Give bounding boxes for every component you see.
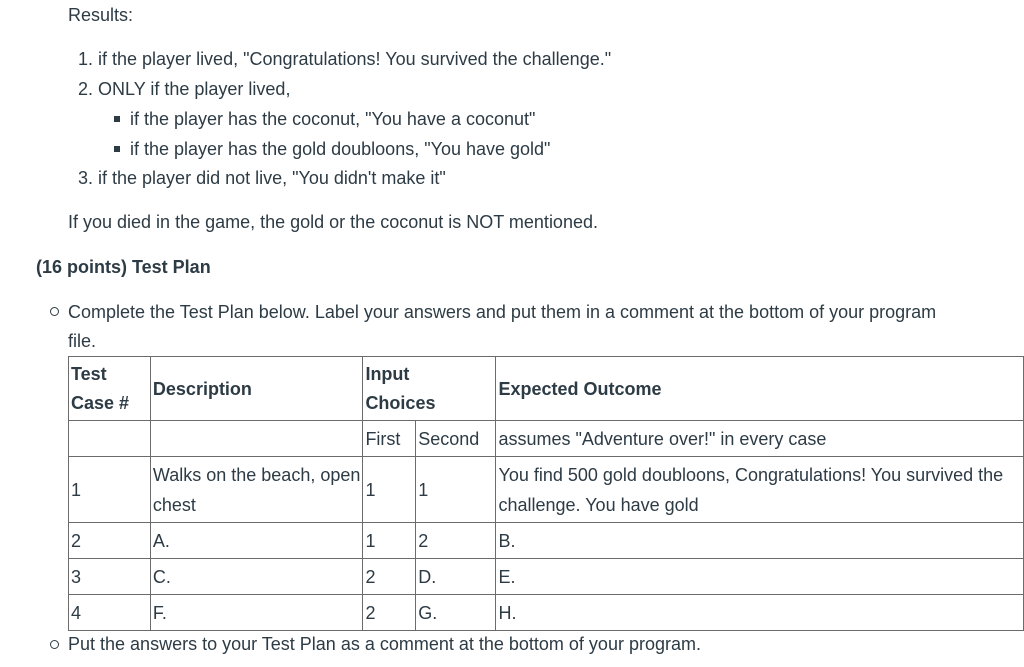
subheader-second: Second — [416, 421, 496, 457]
square-bullet-icon — [114, 146, 120, 152]
test-plan-heading: (16 points) Test Plan — [36, 257, 211, 277]
header-test-case: Test Case # — [69, 357, 151, 421]
row-outcome: E. — [496, 559, 1024, 595]
row-outcome: You find 500 gold doubloons, Congratulations! You survived the challenge. You have gold — [496, 457, 1024, 523]
header-expected-outcome: Expected Outcome — [496, 357, 1024, 421]
table-row — [69, 457, 1024, 523]
row-first: 1 — [363, 523, 416, 559]
circle-bullet-icon — [50, 307, 59, 316]
row-second: D. — [416, 559, 496, 595]
row-first: 1 — [363, 457, 416, 523]
row-case: 2 — [69, 523, 151, 559]
row-second: 2 — [416, 523, 496, 559]
square-bullet-icon — [114, 116, 120, 122]
results-subitem-coconut: if the player has the coconut, "You have a coconut" — [130, 109, 536, 129]
subheader-outcome-note: assumes "Adventure over!" in every case — [496, 421, 1024, 457]
row-second: G. — [416, 595, 496, 631]
row-second: 1 — [416, 457, 496, 523]
results-title: Results: — [68, 5, 134, 25]
test-plan-footer: Put the answers to your Test Plan as a comment at the bottom of your program. — [68, 634, 701, 654]
row-case: 1 — [69, 457, 151, 523]
test-plan-instruction-line1: Complete the Test Plan below. Label your answers and put them in a comment at the bottom of your program — [68, 302, 937, 322]
results-note: If you died in the game, the gold or the coconut is NOT mentioned. — [68, 212, 598, 232]
circle-bullet-icon — [50, 640, 59, 649]
table-header-row — [69, 357, 1024, 421]
row-outcome: B. — [496, 523, 1024, 559]
row-case: 4 — [69, 595, 151, 631]
row-first: 2 — [363, 559, 416, 595]
row-case: 3 — [69, 559, 151, 595]
row-description: F. — [150, 595, 363, 631]
results-item-2: 2. ONLY if the player lived, — [78, 79, 291, 99]
table-row — [69, 559, 1024, 595]
table-row — [69, 523, 1024, 559]
header-description: Description — [150, 357, 363, 421]
test-plan-table — [68, 356, 1024, 631]
results-subitem-gold: if the player has the gold doubloons, "You have gold" — [130, 139, 551, 159]
results-item-1: 1. if the player lived, "Congratulations! You survived the challenge." — [78, 49, 612, 69]
row-first: 2 — [363, 595, 416, 631]
row-description: A. — [150, 523, 363, 559]
subheader-blank-case — [69, 421, 151, 457]
results-item-3: 3. if the player did not live, "You didn't make it" — [78, 168, 446, 188]
table-subheader-row — [69, 421, 1024, 457]
row-outcome: H. — [496, 595, 1024, 631]
row-description: Walks on the beach, open chest — [150, 457, 363, 523]
header-input-choices: Input Choices — [363, 357, 496, 421]
row-description: C. — [150, 559, 363, 595]
subheader-first: First — [363, 421, 416, 457]
table-row — [69, 595, 1024, 631]
test-plan-instruction-line2: file. — [68, 331, 97, 351]
subheader-blank-description — [150, 421, 363, 457]
